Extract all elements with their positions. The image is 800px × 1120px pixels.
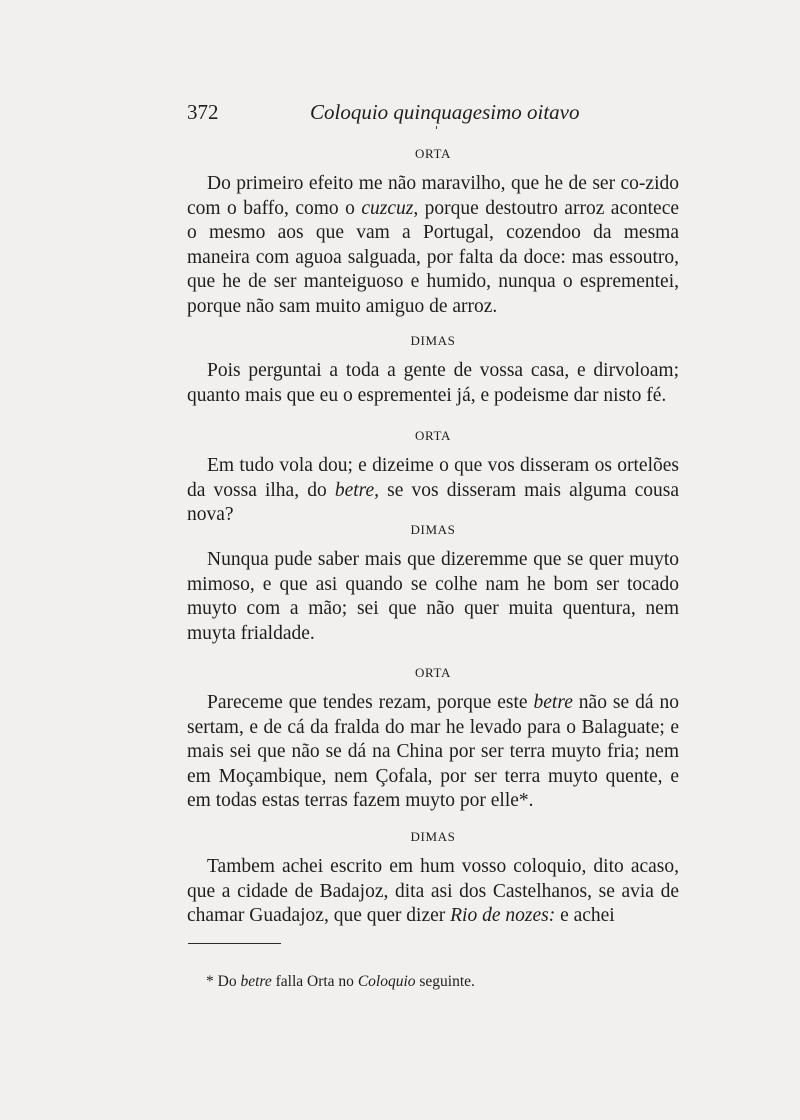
footnote-italic-title: Coloquio xyxy=(357,973,416,990)
speech-italic-term: betre xyxy=(533,692,573,713)
speech-text: Nunqua pude saber mais que dizeremme que se quer muyto mimoso, e que asi quando se colhe nam he bom ser tocado muyto com a mão; sei que não quer muita quentura, nem muyta frialdade. xyxy=(187,549,679,644)
speech-paragraph xyxy=(187,691,679,814)
footnote-rule xyxy=(188,943,281,944)
page-number: 372 xyxy=(187,100,219,124)
running-title: Coloquio quinquagesimo oitavo xyxy=(310,100,580,124)
speech-paragraph xyxy=(187,454,679,528)
print-mark xyxy=(436,126,437,129)
dialogue-section-orta-2 xyxy=(187,428,679,528)
page-header xyxy=(187,100,679,128)
speaker-label: DIMAS xyxy=(410,829,456,844)
dialogue-section-dimas-2 xyxy=(187,522,679,646)
speech-italic-term: Rio de nozes: xyxy=(450,905,556,927)
speech-italic-term: cuzcuz xyxy=(361,197,414,219)
speaker-label: ORTA xyxy=(415,146,451,161)
speech-paragraph xyxy=(187,172,679,320)
dialogue-section-orta-1 xyxy=(187,146,679,320)
speaker-label: DIMAS xyxy=(410,522,456,537)
speech-text: , porque destoutro arroz acontece o mesmo aos que vam a Portugal, cozendoo da mesma maneira com aguoa salguada, por falta da doce: mas essoutro, que he de ser manteiguoso e humido, nunqua o esprementei, porque não sam muito amiguo de arroz. xyxy=(187,197,679,317)
dialogue-section-orta-3 xyxy=(187,665,679,814)
footnote-italic-term: betre xyxy=(240,973,272,990)
footnote-text: falla Orta no xyxy=(271,973,358,990)
speech-text: se vos disseram mais alguma cousa nova? xyxy=(187,479,679,526)
speech-paragraph xyxy=(187,548,679,646)
speech-text: não se dá no sertam, e de cá da fralda do mar he levado para o Balaguate; e mais sei que não se dá na China por ser terra muyto fria; nem em Moçambique, nem Çofala, por ser terra muyto quente, e em todas estas terras fazem muyto por elle*. xyxy=(187,692,679,812)
speaker-label: ORTA xyxy=(415,428,451,443)
speech-text: Tambem achei escrito em hum vosso coloquio, dito acaso, que a cidade de Badajoz, dita asi dos Castelhanos, se avia de chamar Guadajoz, que quer dizer xyxy=(187,856,679,927)
footnote-text: * Do xyxy=(206,973,241,990)
speech-paragraph xyxy=(187,855,679,929)
speech-paragraph xyxy=(187,359,679,408)
speech-text: e achei xyxy=(555,905,615,927)
dialogue-section-dimas-3 xyxy=(187,829,679,929)
speaker-label: ORTA xyxy=(415,665,451,680)
footnote-text: seguinte. xyxy=(415,973,475,990)
speech-text: Do primeiro efeito me não maravilho, que he de ser co-zido com o baffo, como o xyxy=(187,173,679,219)
speech-text: Em tudo vola dou; e dizeime o que vos disseram os ortelões da vossa ilha, do xyxy=(187,455,679,501)
footnote xyxy=(206,973,475,991)
speech-italic-term: betre, xyxy=(334,479,380,501)
speech-text: Pois perguntai a toda a gente de vossa casa, e dirvoloam; quanto mais que eu o esprementei já, e podeisme dar nisto fé. xyxy=(187,360,679,406)
speech-text: Pareceme que tendes rezam, porque este xyxy=(207,692,534,713)
speaker-label: DIMAS xyxy=(410,333,456,348)
dialogue-section-dimas-1 xyxy=(187,333,679,408)
